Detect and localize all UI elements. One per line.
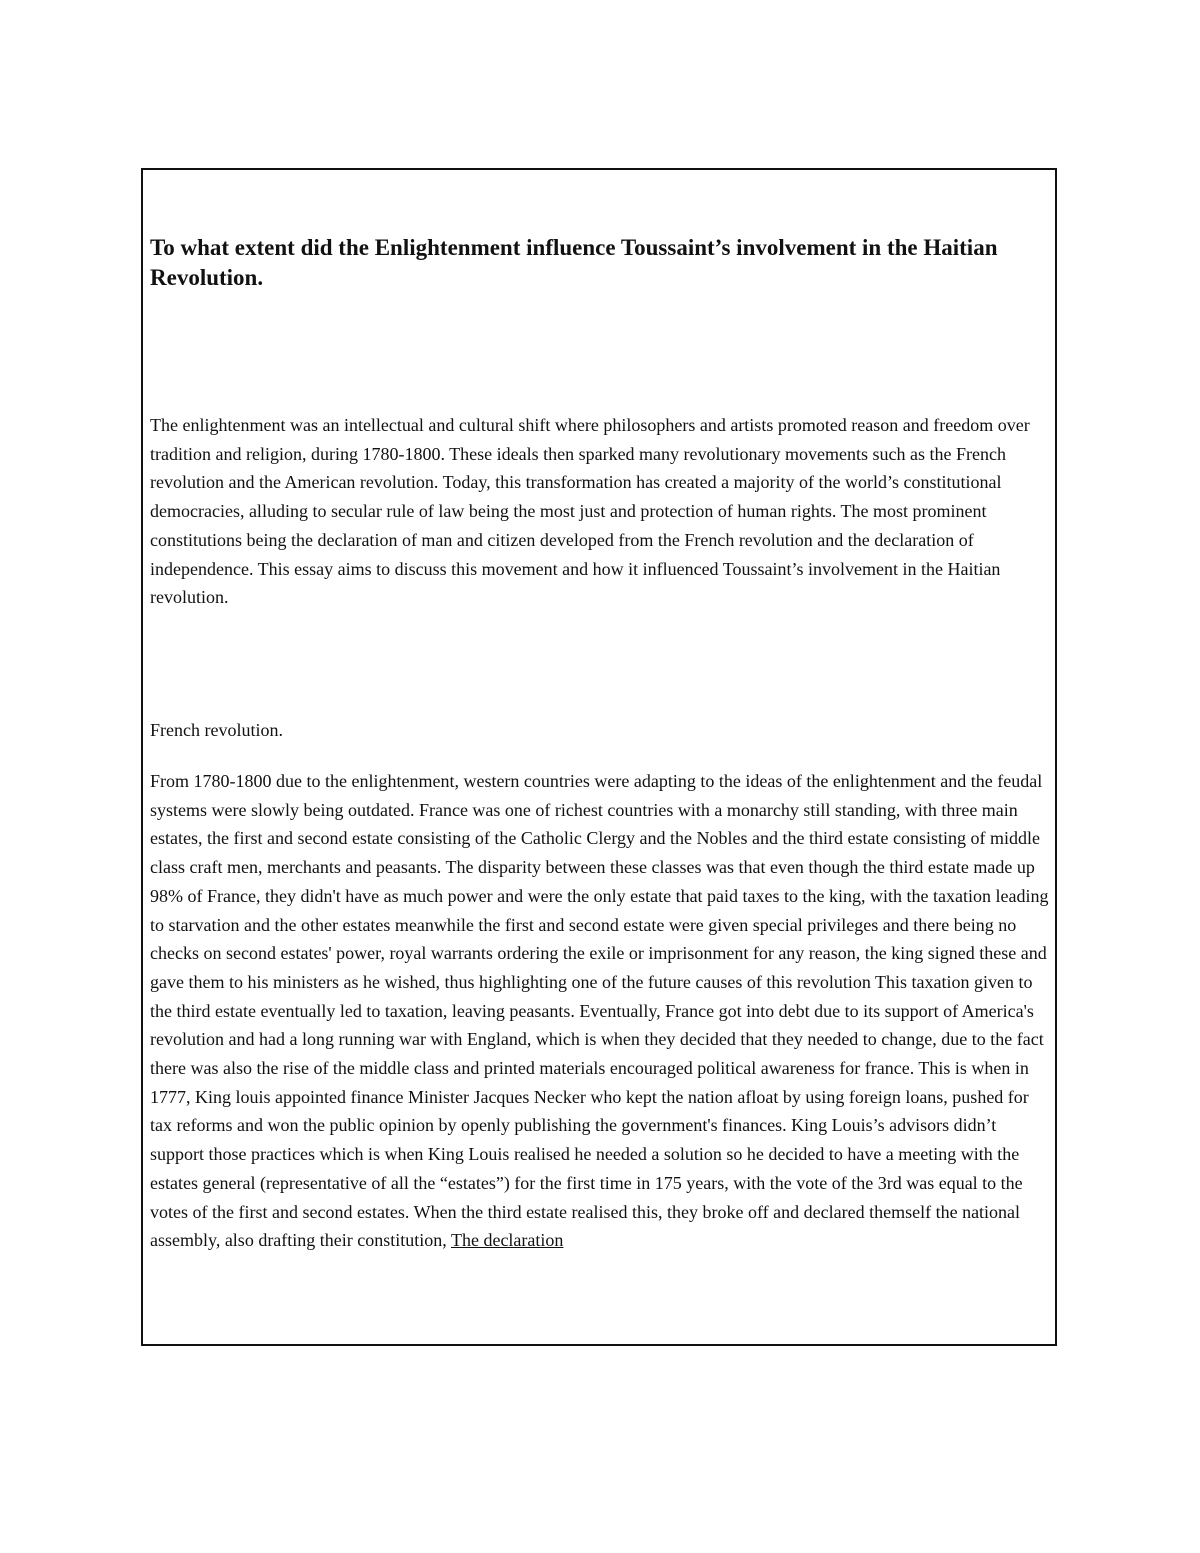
body-paragraph [150, 767, 1050, 1255]
section-heading-block [150, 716, 1050, 745]
intro-paragraph: The enlightenment was an intellectual and cultural shift where philosophers and artists promoted reason and freedom over tradition and religion, during 1780-1800. These ideals then sparked many revolutionary movements such as the French revolution and the American revolution. Today, this transformation has created a majority of the world’s constitutional democracies, alluding to secular rule of law being the most just and protection of human rights. The most prominent constitutions being the declaration of man and citizen developed from the French revolution and the declaration of independence. This essay aims to discuss this movement and how it influenced Toussaint’s involvement in the Haitian revolution. [150, 415, 1030, 608]
body-section [150, 767, 1050, 1255]
document-title: To what extent did the Enlightenment influence Toussaint’s involvement in the Haitian Revolution. [150, 235, 998, 290]
intro-section [150, 411, 1050, 612]
section-heading: French revolution. [150, 720, 283, 740]
body-paragraph-text: From 1780-1800 due to the enlightenment, western countries were adapting to the ideas of the enlightenment and the feudal systems were slowly being outdated. France was one of richest countries with a monarchy still standing, with three main estates, the first and second estate consisting of the Catholic Clergy and the Nobles and the third estate consisting of middle class craft men, merchants and peasants. The disparity between these classes was that even though the third estate made up 98% of France, they didn't have as much power and were the only estate that paid taxes to the king, with the taxation leading to starvation and the other estates meanwhile the first and second estate were given special privileges and there being no checks on second estates' power, royal warrants ordering the exile or imprisonment for any reason, the king signed these and gave them to his ministers as he wished, thus highlighting one of the future causes of this revolution This taxation given to the third estate eventually led to taxation, leaving peasants. Eventually, France got into debt due to its support of America's revolution and had a long running war with England, which is when they decided that they needed to change, due to the fact there was also the rise of the middle class and printed materials encouraged political awareness for france. This is when in 1777, King louis appointed finance Minister Jacques Necker who kept the nation afloat by using foreign loans, pushed for tax reforms and won the public opinion by openly publishing the government's finances. King Louis’s advisors didn’t support those practices which is when King Louis realised he needed a solution so he decided to have a meeting with the estates general (representative of all the “estates”) for the first time in 175 years, with the vote of the 3rd was equal to the votes of the first and second estates. When the third estate realised this, they broke off and declared themself the national assembly, also drafting their constitution, [150, 771, 1049, 1251]
body-paragraph-underlined-text: The declaration [450, 1230, 564, 1251]
title-block [150, 233, 1050, 293]
